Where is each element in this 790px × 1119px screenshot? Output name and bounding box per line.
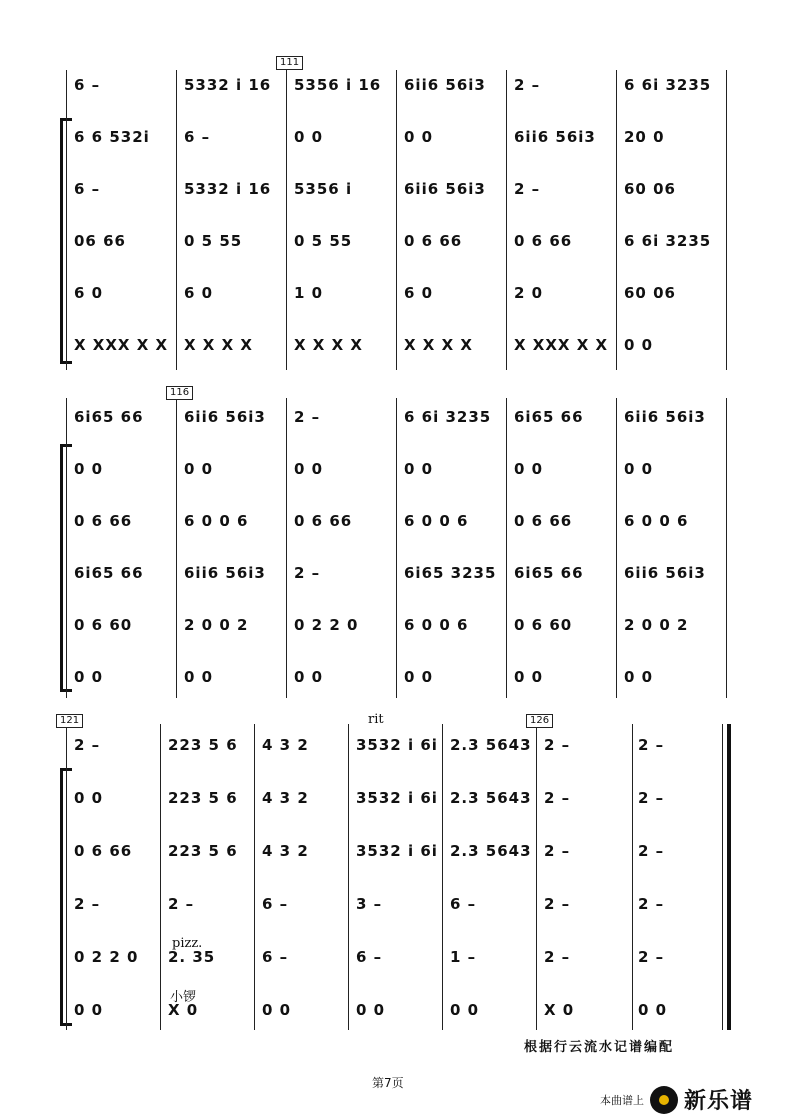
notation-cell: 2 – [294,564,321,582]
arrangement-credit: 根据行云流水记谱编配 [524,1040,675,1055]
notation-cell: 6ii6 56i3 [404,180,486,198]
notation-cell: 6 – [74,180,101,198]
notation-cell: 6 0 0 6 [404,616,469,634]
notation-cell: 2 0 0 2 [624,616,689,634]
notation-cell: 0 5 55 [294,232,353,250]
notation-cell: X 0 [168,1001,199,1019]
barline [176,398,177,698]
notation-cell: 2. 35 [168,948,216,966]
notation-cell: 0 0 [184,460,214,478]
barline [726,70,727,370]
record-disc-icon [650,1086,678,1114]
notation-cell: 2 0 [514,284,544,302]
notation-cell: 6 6i 3235 [624,232,712,250]
notation-cell: 3532 i 6i [356,789,438,807]
notation-cell: 6ii6 56i3 [404,76,486,94]
barline [396,70,397,370]
notation-cell: 0 6 66 [294,512,353,530]
notation-cell: 6ii6 56i3 [184,564,266,582]
notation-cell: 223 5 6 [168,736,238,754]
notation-cell: X 0 [544,1001,575,1019]
measure-number: 116 [166,386,193,400]
notation-cell: 2 – [638,789,665,807]
notation-cell: 6 – [74,76,101,94]
notation-cell: 6 6 532i [74,128,150,146]
system-2 [0,388,790,698]
notation-cell: 2 – [638,842,665,860]
notation-cell: 6 – [262,895,289,913]
notation-cell: 2 – [544,842,571,860]
rit-marking: rit [368,712,384,727]
notation-cell: X X X X [294,336,363,354]
notation-cell: 6 6i 3235 [404,408,492,426]
barline [176,70,177,370]
notation-cell: 2 – [168,895,195,913]
notation-cell: 2.3 5643 [450,789,532,807]
page-number: 第7页 [372,1076,404,1090]
notation-cell: 6i65 66 [74,564,144,582]
notation-cell: 3 – [356,895,383,913]
notation-cell: 0 0 [624,668,654,686]
notation-cell: 0 6 66 [514,232,573,250]
notation-cell: 6ii6 56i3 [624,408,706,426]
notation-cell: 0 0 [294,128,324,146]
system-1 [0,57,790,370]
notation-cell: X XXX X X [74,336,169,354]
notation-cell: 6i65 66 [514,408,584,426]
notation-cell: 0 2 2 0 [294,616,359,634]
barline [396,398,397,698]
notation-cell: 0 0 [294,668,324,686]
barline [286,398,287,698]
notation-cell: 0 6 66 [74,512,133,530]
barline [726,398,727,698]
notation-cell: 6ii6 56i3 [624,564,706,582]
notation-cell: 0 0 [404,668,434,686]
notation-cell: 2.3 5643 [450,736,532,754]
notation-cell: 4 3 2 [262,842,309,860]
notation-cell: 2 – [514,76,541,94]
barline [506,398,507,698]
measure-number: 126 [526,714,553,728]
notation-cell: 6i65 3235 [404,564,497,582]
notation-cell: 0 0 [624,460,654,478]
notation-cell: 6ii6 56i3 [184,408,266,426]
notation-cell: 2 0 0 2 [184,616,249,634]
notation-cell: 0 0 [356,1001,386,1019]
notation-cell: 0 6 60 [74,616,133,634]
notation-cell: 4 3 2 [262,789,309,807]
final-barline [727,724,731,1030]
measure-number: 121 [56,714,83,728]
notation-cell: 60 06 [624,180,676,198]
notation-cell: 6 – [450,895,477,913]
notation-cell: 6 – [262,948,289,966]
notation-cell: 5356 i 16 [294,76,382,94]
notation-cell: 06 66 [74,232,126,250]
notation-cell: 6i65 66 [74,408,144,426]
notation-cell: 4 3 2 [262,736,309,754]
notation-cell: 0 0 [74,1001,104,1019]
measure-number: 111 [276,56,303,70]
notation-cell: 6 0 0 6 [404,512,469,530]
notation-cell: 0 0 [74,460,104,478]
notation-cell: 0 0 [262,1001,292,1019]
barline [616,70,617,370]
notation-cell: 0 0 [404,128,434,146]
notation-cell: 223 5 6 [168,842,238,860]
notation-cell: 1 – [450,948,477,966]
barline [632,724,633,1030]
pizz-marking: pizz. [172,936,203,951]
barline [286,70,287,370]
barline [616,398,617,698]
notation-cell: 0 6 66 [404,232,463,250]
notation-cell: 3532 i 6i [356,736,438,754]
site-logo [600,1084,753,1115]
notation-cell: 60 06 [624,284,676,302]
barline [442,724,443,1030]
notation-cell: 0 0 [624,336,654,354]
notation-cell: 0 0 [638,1001,668,1019]
notation-cell: 0 0 [74,668,104,686]
notation-cell: 2 – [638,948,665,966]
notation-cell: 0 6 66 [74,842,133,860]
barline [66,398,67,698]
notation-cell: 6 0 [184,284,214,302]
notation-cell: 6ii6 56i3 [514,128,596,146]
notation-cell: 2 – [638,736,665,754]
barline [348,724,349,1030]
notation-cell: 3532 i 6i [356,842,438,860]
system-3 [0,712,790,1032]
logo-brand: 新乐谱 [684,1089,754,1114]
notation-cell: 2 – [74,736,101,754]
notation-cell: X X X X [184,336,253,354]
notation-cell: 6 0 0 6 [624,512,689,530]
notation-cell: 2 – [544,895,571,913]
notation-cell: 5332 i 16 [184,180,272,198]
notation-cell: 6 – [356,948,383,966]
barline [722,724,723,1030]
barline [506,70,507,370]
notation-cell: 2 – [544,789,571,807]
notation-cell: 0 0 [294,460,324,478]
barline [160,724,161,1030]
notation-cell: 2 – [544,736,571,754]
notation-cell: 2 – [294,408,321,426]
notation-cell: 0 5 55 [184,232,243,250]
barline [66,724,67,1030]
notation-cell: 6 0 [404,284,434,302]
notation-cell: 6 – [184,128,211,146]
notation-cell: 5356 i [294,180,353,198]
notation-cell: 0 0 [450,1001,480,1019]
notation-cell: 2 – [638,895,665,913]
barline [66,70,67,370]
notation-cell: 6i65 66 [514,564,584,582]
notation-cell: 6 0 0 6 [184,512,249,530]
notation-cell: 0 0 [74,789,104,807]
notation-cell: 1 0 [294,284,324,302]
logo-prefix: 本曲谱上 [600,1093,644,1107]
barline [254,724,255,1030]
notation-cell: 0 0 [514,668,544,686]
notation-cell: 0 0 [184,668,214,686]
notation-cell: 0 6 60 [514,616,573,634]
notation-cell: 6 6i 3235 [624,76,712,94]
notation-cell: 0 0 [404,460,434,478]
notation-cell: 2 – [74,895,101,913]
notation-cell: 5332 i 16 [184,76,272,94]
notation-cell: 2.3 5643 [450,842,532,860]
notation-cell: 20 0 [624,128,665,146]
notation-cell: 2 – [514,180,541,198]
notation-cell: 0 0 [514,460,544,478]
notation-cell: X XXX X X [514,336,609,354]
small-gong-label: 小锣 [170,990,197,1005]
notation-cell: 2 – [544,948,571,966]
notation-cell: 223 5 6 [168,789,238,807]
notation-cell: 0 2 2 0 [74,948,139,966]
notation-cell: 0 6 66 [514,512,573,530]
notation-cell: X X X X [404,336,473,354]
notation-cell: 6 0 [74,284,104,302]
barline [536,724,537,1030]
